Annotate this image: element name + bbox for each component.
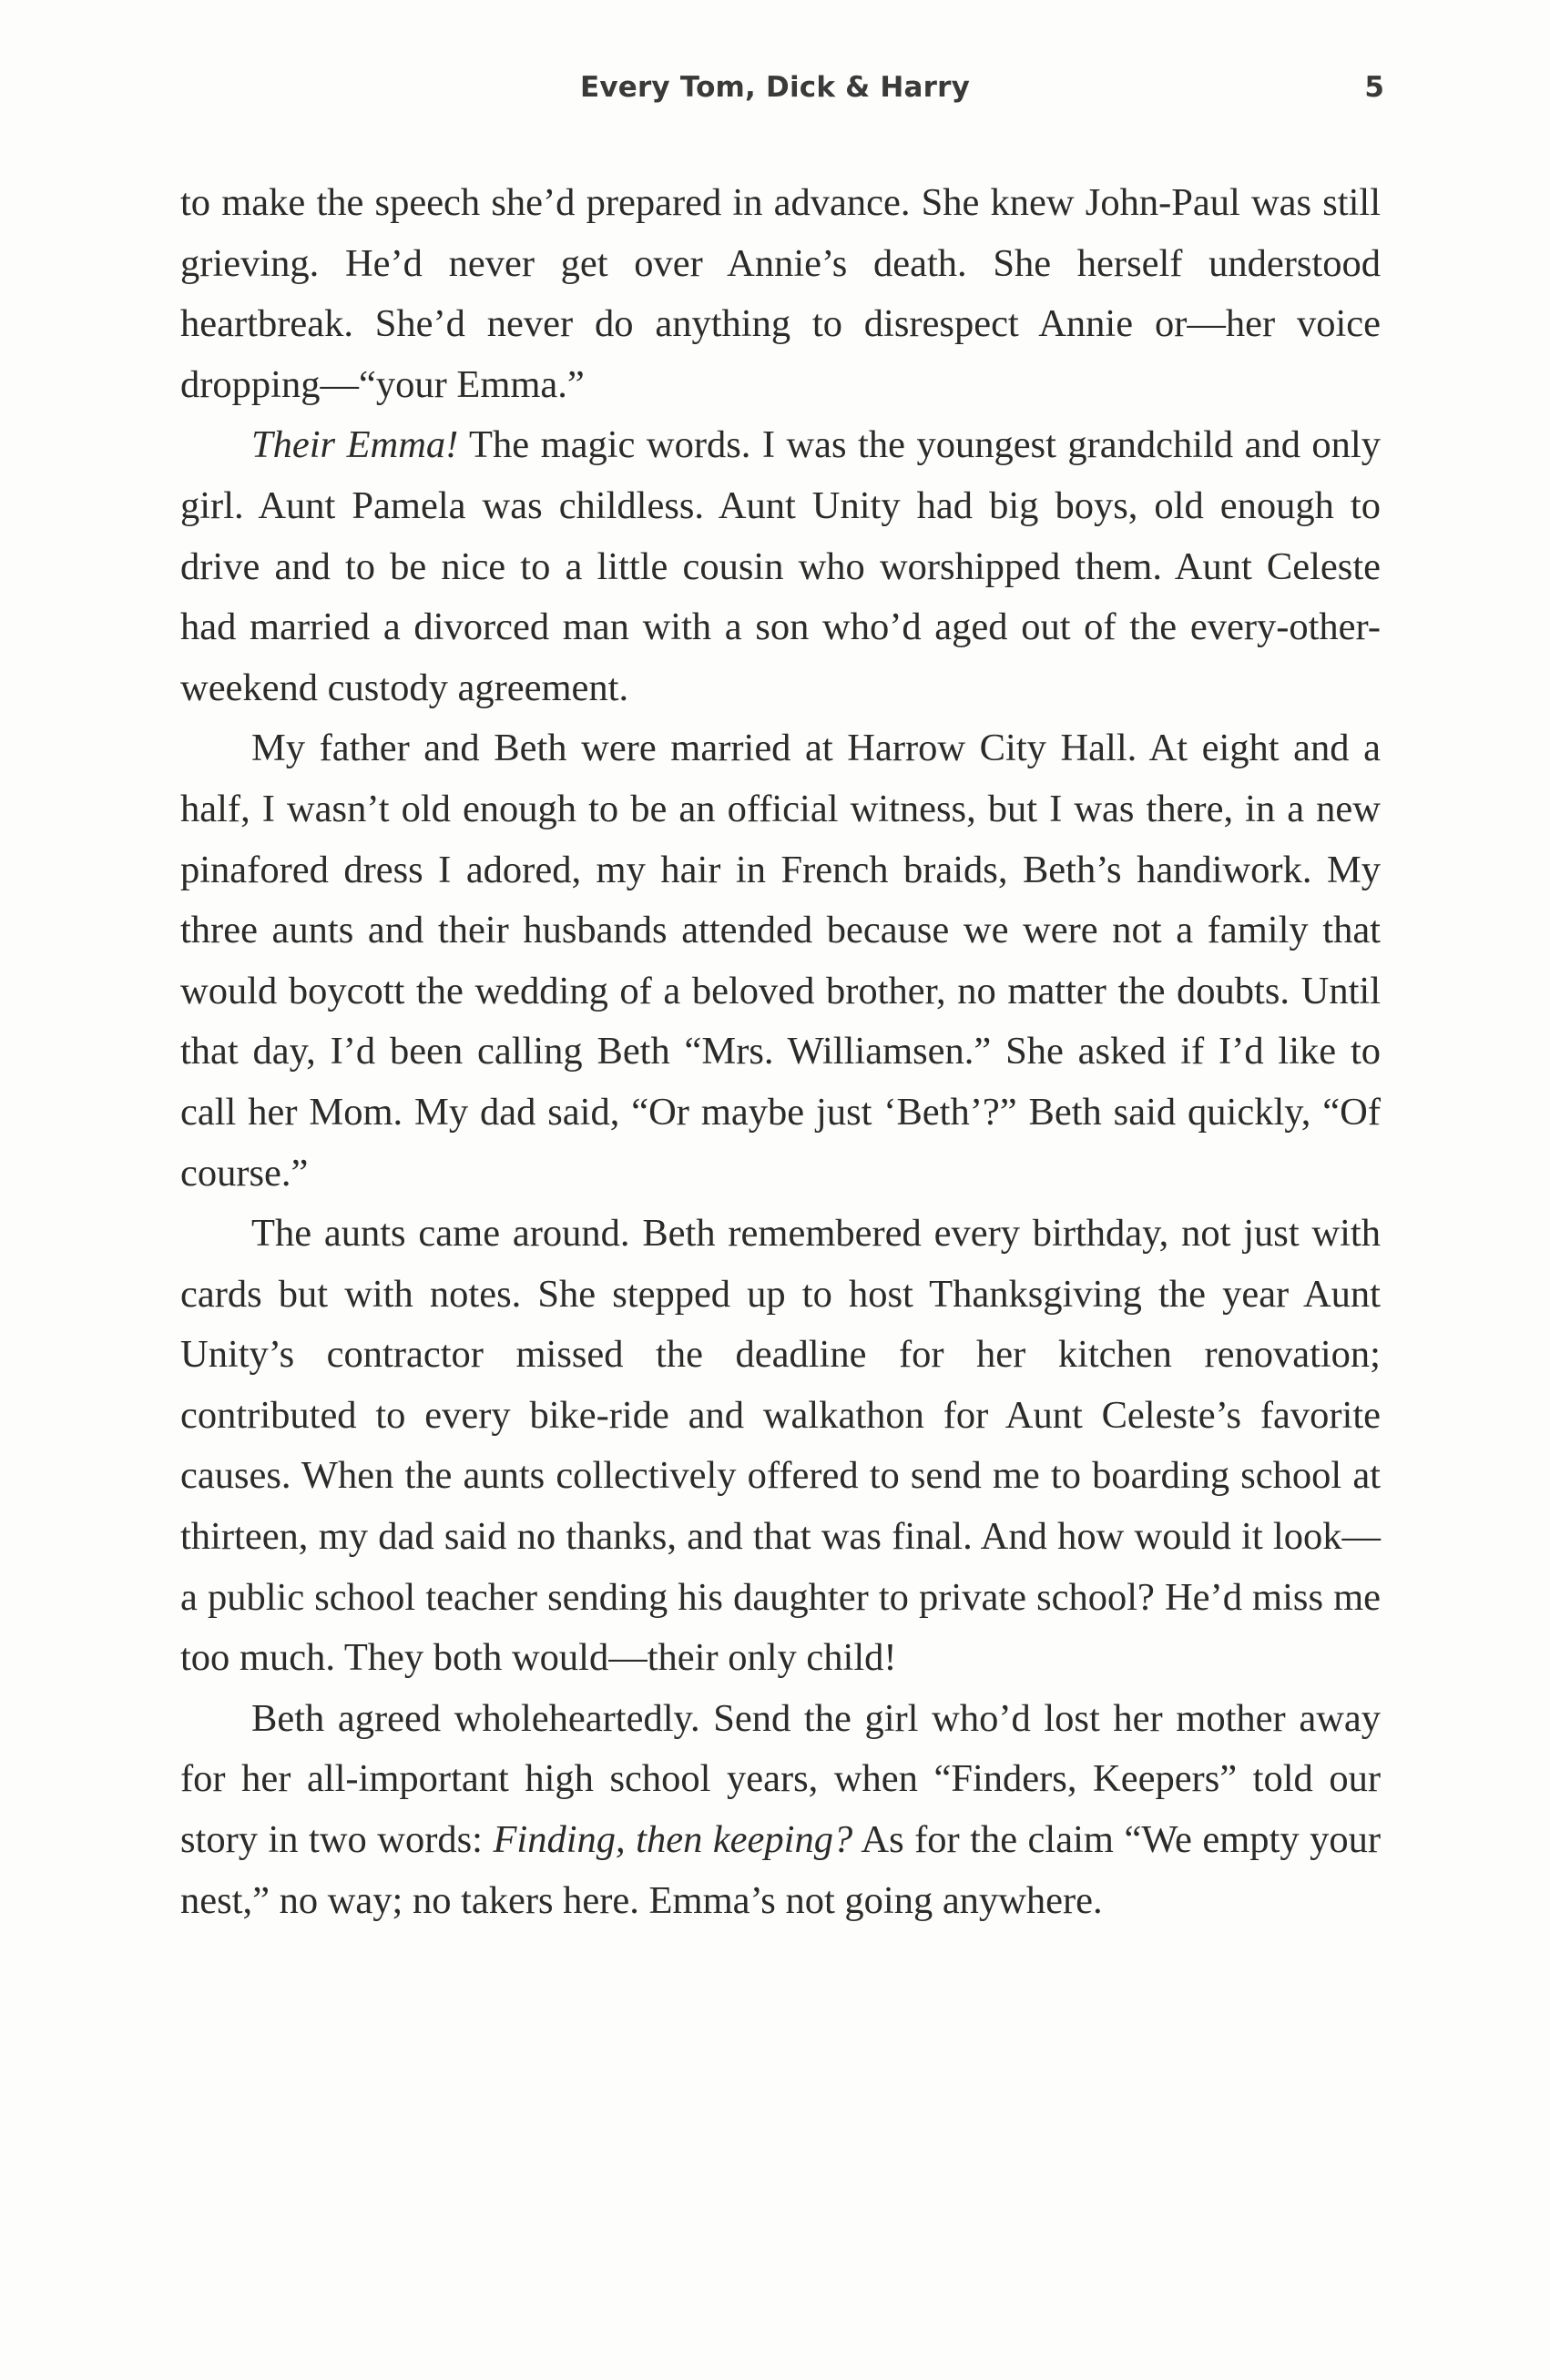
paragraph-text: As for the claim “We empty your nest,” no way; no takers here. Emma’s not going anywhere. bbox=[180, 1818, 1382, 1922]
body-text bbox=[180, 173, 1381, 1931]
italic-phrase: Their Emma! bbox=[251, 423, 459, 467]
paragraph-text: to make the speech she’d prepared in advance. She knew John-Paul was still grieving. He’d never get over Annie’s death. She herself understood heartbreak. She’d never do anything to disrespect Annie or—her voice dropping—“your Emma.” bbox=[180, 181, 1381, 406]
paragraph-text: My father and Beth were married at Harrow City Hall. At eight and a half, I wasn’t old enough to be an official witness, but I was there, in a new pinafored dress I adored, my hair in French braids, Beth’s handiwork. My three aunts and their husbands attended because we were not a family that would boycott the wedding of a beloved brother, no matter the doubts. Until that day, I’d been calling Beth “Mrs. Williamsen.” She asked if I’d like to call her Mom. My dad said, “Or maybe just ‘Beth’?” Beth said quickly, “Of course.” bbox=[180, 727, 1381, 1195]
running-title: Every Tom, Dick & Harry bbox=[579, 71, 971, 104]
paragraph-4 bbox=[180, 1204, 1381, 1689]
paragraph-text: The magic words. I was the youngest grandchild and only girl. Aunt Pamela was childless. Aunt Unity had big boys, old enough to drive and to be nice to a little cousin who worshipped them. Aunt Celeste had married a divorced man with a son who’d aged out of the every-other-weekend custody agreement. bbox=[180, 423, 1381, 709]
paragraph-3 bbox=[180, 718, 1381, 1204]
page-number: 5 bbox=[1364, 71, 1384, 104]
paragraph-1 bbox=[180, 173, 1381, 415]
paragraph-2 bbox=[180, 415, 1381, 718]
paragraph-text: Beth agreed wholeheartedly. Send the girl who’d lost her mother away for her all-important high school years, when “Finders, Keepers” told our story in two words: bbox=[180, 1696, 1381, 1862]
running-head bbox=[0, 71, 1550, 117]
italic-phrase: Finding, then keeping? bbox=[493, 1818, 853, 1862]
paragraph-text: The aunts came around. Beth remembered every birthday, not just with cards but with notes. She stepped up to host Thanksgiving the year Aunt Unity’s contractor missed the deadline for her kitchen renovation; contributed to every bike-ride and walkathon for Aunt Celeste’s favorite causes. When the aunts collectively offered to send me to boarding school at thirteen, my dad said no thanks, and that was final. And how would it look—a public school teacher sending his daughter to private school? He’d miss me too much. They both would—their only child! bbox=[180, 1212, 1381, 1680]
paragraph-5 bbox=[180, 1689, 1381, 1931]
